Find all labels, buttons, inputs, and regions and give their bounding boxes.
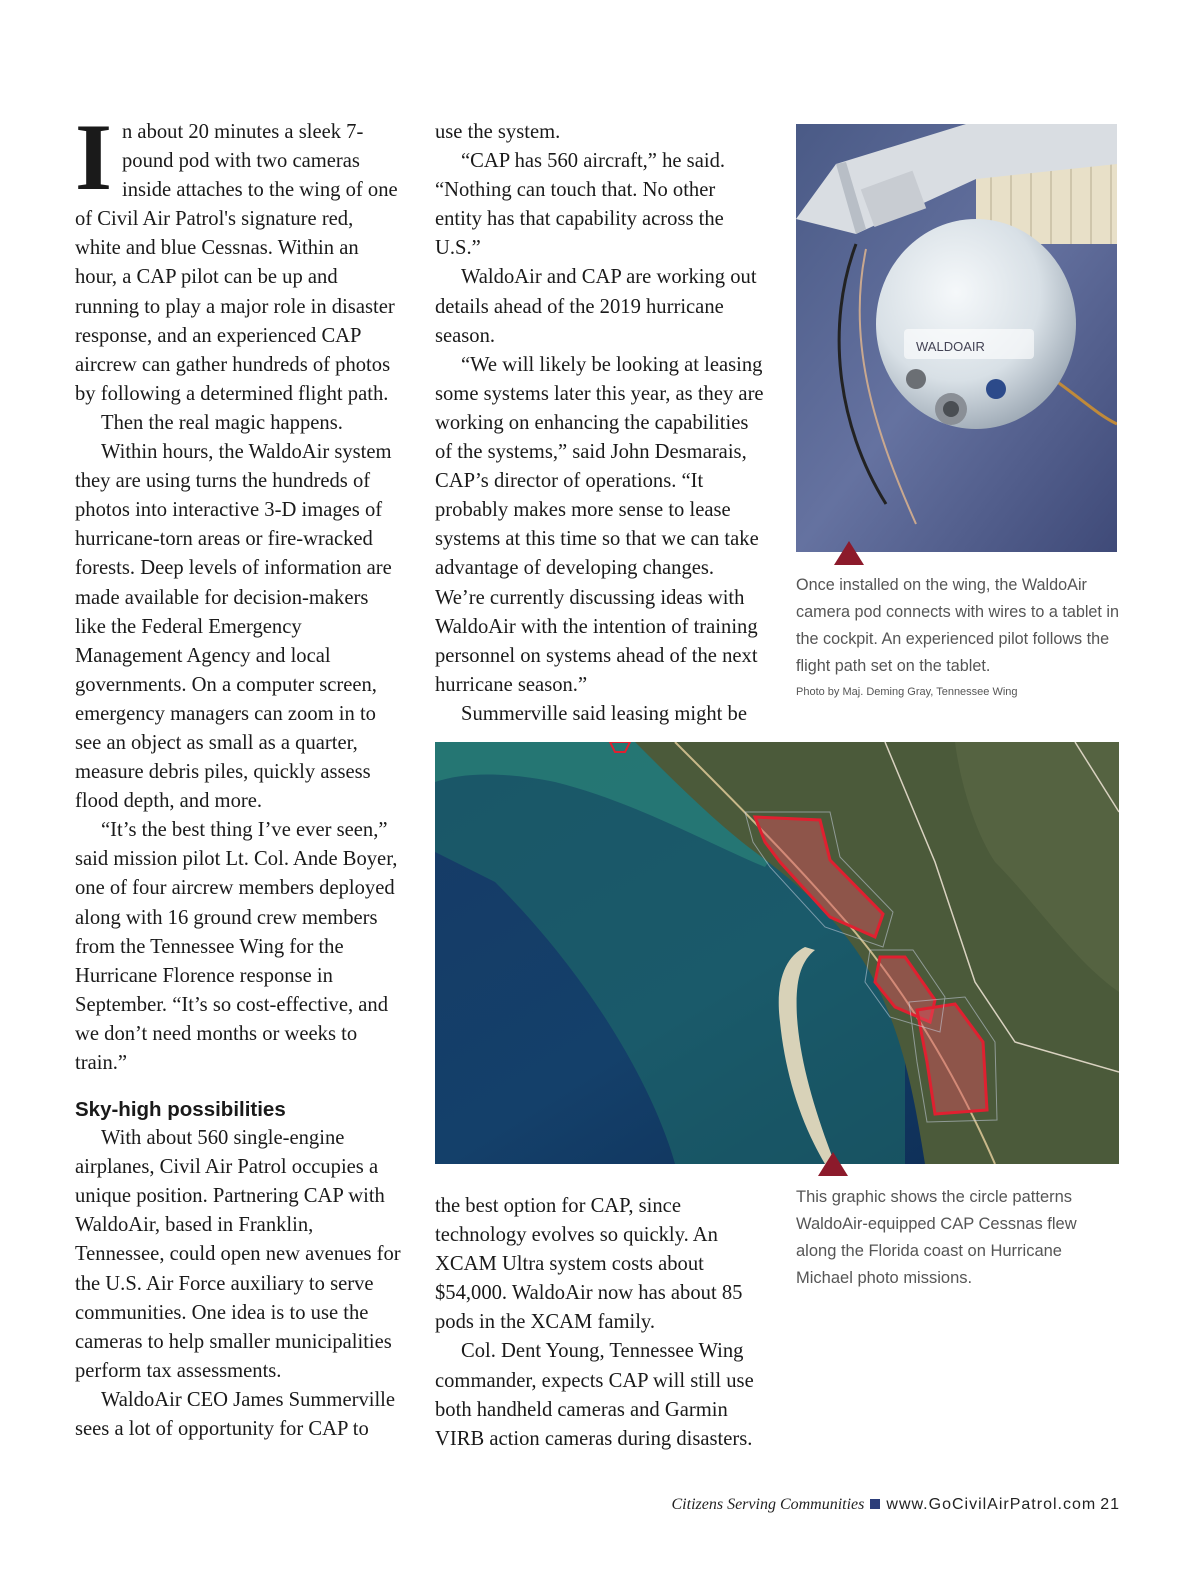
- drop-cap: I: [75, 104, 112, 210]
- footer-url[interactable]: www.GoCivilAirPatrol.com: [886, 1496, 1097, 1513]
- opening-line-2: pound pod with two cameras: [121, 150, 360, 173]
- paragraph: “We will likely be looking at leasing some systems later this year, as they are working on enhancing the capabilities of the systems,” said John Desmarais, CAP’s director of operations. “It probably makes more sense to lease systems at this time so that we can take advantage of developing changes. We’re currently discussing ideas with WaldoAir with the intention of training personnel on systems ahead of the next hurricane season.”: [435, 353, 764, 696]
- map-caption-pointer-icon: [818, 1152, 848, 1176]
- paragraph: Summerville said leasing might be: [461, 702, 747, 725]
- opening-paragraph-rest: of Civil Air Patrol's signature red, white and blue Cessnas. Within an hour, a CAP pilot can be up and running to play a major role in disaster response, and an experienced CAP aircrew can gather hundreds of photos by following a determined flight path.: [75, 208, 395, 405]
- article-column-1: [75, 104, 403, 1444]
- pod-brand-text: WALDOAIR: [916, 339, 985, 354]
- footer-tagline: Citizens Serving Communities: [671, 1496, 865, 1513]
- opening-line-1: n about 20 minutes a sleek 7-: [121, 121, 364, 143]
- photo-credit: Photo by Maj. Deming Gray, Tennessee Wing: [796, 686, 1018, 698]
- flight-pattern-map: [435, 742, 1119, 1164]
- paragraph: use the system.: [435, 121, 561, 143]
- opening-paragraph: [75, 104, 403, 409]
- paragraph: Col. Dent Young, Tennessee Wing commander, expects CAP will still use both handheld cameras and Garmin VIRB action cameras during disasters.: [435, 1340, 754, 1450]
- map-caption: This graphic shows the circle patterns WaldoAir-equipped CAP Cessnas flew along the Florida coast on Hurricane Michael photo missions.: [796, 1188, 1077, 1287]
- camera-pod-photo: [796, 124, 1117, 552]
- paragraph: With about 560 single-engine airplanes, Civil Air Patrol occupies a unique position. Partnering CAP with WaldoAir, based in Franklin, Tennessee, could open new avenues for the U.S. Air Force auxiliary to serve communities. One idea is to use the cameras to help smaller municipalities perform tax assessments.: [75, 1127, 401, 1382]
- opening-line-3: inside attaches to the wing of one: [121, 179, 398, 202]
- paragraph: Then the real magic happens.: [101, 411, 343, 434]
- photo-caption: Once installed on the wing, the WaldoAir camera pod connects with wires to a tablet in the cockpit. An experienced pilot follows the flight path set on the tablet.: [796, 576, 1120, 675]
- paragraph: Within hours, the WaldoAir system they are using turns the hundreds of photos into interactive 3-D images of hurricane-torn areas or fire-wracked forests. Deep levels of information are made available for decision-makers like the Federal Emergency Management Agency and local governments. On a computer screen, emergency managers can zoom in to see an object as small as a quarter, measure debris piles, quickly assess flood depth, and more.: [75, 441, 392, 813]
- paragraph: “CAP has 560 aircraft,” he said. “Nothing can touch that. No other entity has that capability across the U.S.”: [435, 150, 726, 260]
- page-footer: [672, 1496, 1121, 1514]
- paragraph: WaldoAir and CAP are working out details ahead of the 2019 hurricane season.: [435, 266, 757, 347]
- paragraph: “It’s the best thing I’ve ever seen,” said mission pilot Lt. Col. Ande Boyer, one of four aircrew members deployed along with 16 ground crew members from the Tennessee Wing for the Hurricane Florence response in September. “It’s so cost-effective, and we don’t need months or weeks to train.”: [75, 819, 398, 1074]
- paragraph: the best option for CAP, since technology evolves so quickly. An XCAM Ultra system costs about $54,000. WaldoAir now has about 85 pods in the XCAM family.: [435, 1195, 743, 1334]
- section-heading: Sky-high possibilities: [75, 1098, 286, 1122]
- article-column-2: [435, 118, 767, 729]
- square-bullet-icon: [870, 1499, 880, 1509]
- paragraph: WaldoAir CEO James Summerville sees a lot of opportunity for CAP to: [75, 1388, 396, 1441]
- photo-caption-pointer-icon: [834, 541, 864, 565]
- article-column-2-continued: [435, 1192, 767, 1454]
- page-number: 21: [1100, 1496, 1120, 1513]
